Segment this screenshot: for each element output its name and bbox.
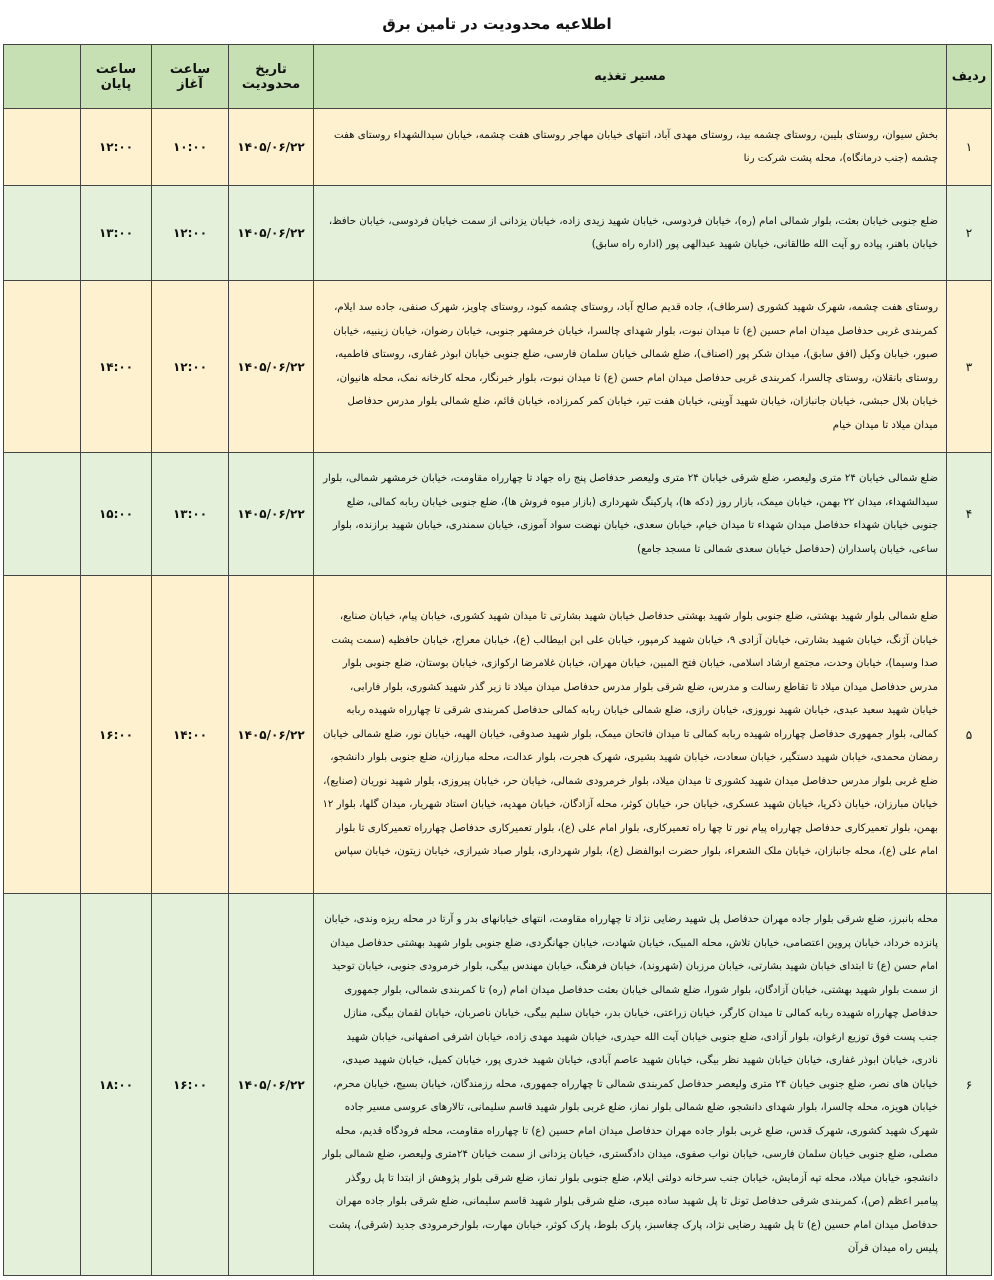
route-cell: ضلع جنوبی خیابان بعثت، بلوار شمالی امام (ره)، خیابان فردوسی، خیابان شهید زیدی زاده، خیابان یزدانی از سمت خیابان فردوسی، خیابان حافظ، خیابان باهنر، پیاده رو آیت الله طالقانی، خیابان شهید عبدالهی پور (اداره راه سابق)	[314, 186, 947, 281]
header-date-line2: محدودیت	[241, 76, 301, 92]
end-time-cell: ۱۳:۰۰	[81, 186, 152, 281]
start-time-cell: ۱۴:۰۰	[152, 576, 229, 894]
header-row-number: ردیف	[947, 45, 992, 109]
route-cell: بخش سیوان، روستای بلیبن، روستای چشمه بید، روستای مهدی آباد، انتهای خیابان مهاجر روستای هفت چشمه، خیابان سیدالشهداء روستای هفت چشمه (جنب درمانگاه)، محله پشت شرکت رنا	[314, 109, 947, 186]
route-cell: ضلع شمالی خیابان ۲۴ متری ولیعصر، ضلع شرقی خیابان ۲۴ متری ولیعصر حدفاصل پنج راه جهاد تا چهارراه مقاومت، خیابان خرمشهر شمالی، بلوار سیدالشهداء، میدان ۲۲ بهمن، خیابان میمک، بازار روز (دکه ها)، پارکینگ شهرداری (بازار میوه فروش ها)، ضلع جنوبی خیابان ربابه کمالی، ضلع جنوبی خیابان شهداء حدفاصل میدان شهداء تا میدان خیام، خیابان سعدی، خیابان نهضت سواد آموزی، خیابان سمندری، خیابان شهید برازنده، بلوار ساعی، خیابان پاسداران (حدفاصل خیابان سعدی شمالی تا مسجد جامع)	[314, 453, 947, 576]
row-number: ۱	[947, 109, 992, 186]
start-time-cell: ۱۰:۰۰	[152, 109, 229, 186]
table-row	[4, 894, 992, 1276]
header-end-line2: پایان	[100, 76, 132, 92]
spacer-cell	[4, 109, 81, 186]
table-header-row	[4, 45, 992, 109]
header-end-time	[81, 45, 152, 109]
header-date-line1: تاریخ	[255, 61, 287, 77]
table-row	[4, 281, 992, 453]
table-row	[4, 453, 992, 576]
date-cell: ۱۴۰۵/۰۶/۲۲	[229, 186, 314, 281]
date-cell: ۱۴۰۵/۰۶/۲۲	[229, 281, 314, 453]
header-date	[229, 45, 314, 109]
date-cell: ۱۴۰۵/۰۶/۲۲	[229, 453, 314, 576]
table-row	[4, 186, 992, 281]
end-time-cell: ۱۶:۰۰	[81, 576, 152, 894]
spacer-cell	[4, 453, 81, 576]
header-start-time	[152, 45, 229, 109]
header-end-line1: ساعت	[95, 61, 137, 77]
row-number: ۵	[947, 576, 992, 894]
start-time-cell: ۱۳:۰۰	[152, 453, 229, 576]
spacer-cell	[4, 576, 81, 894]
end-time-cell: ۱۸:۰۰	[81, 894, 152, 1276]
route-cell: محله بانبرز، ضلع شرقی بلوار جاده مهران حدفاصل پل شهید رضایی نژاد تا چهارراه مقاومت، انتهای خیابانهای بدر و آرتا در محله ریزه وندی، خیابان پانزده خرداد، خیابان پروین اعتصامی، خیابان تلاش، محله المبیک، خیابان شهادت، خیابان جهانگردی، ضلع جنوبی بلوار شهید بهشتی حدفاصل میدان امام حسن (ع) تا ابتدای خیابان شهید بشارتی، خیابان مرزبان (شهروند)، خیابان فرهنگ، خیابان مهندس بیگی، بلوار خرمرودی جنوبی، خیابان توحید از سمت بلوار شهید بهشتی، خیابان آزادگان، بلوار شورا، ضلع شمالی خیابان بعثت حدفاصل میدان امام (ره) تا کمربندی شمالی، بلوار جمهوری حدفاصل چهارراه شهیده ربابه کمالی تا میدان کارگر، خیابان زراعتی، خیابان بدر، خیابان سلیم بیگی، خیابان ناصربان، خیابان لقمان بیگی، منازل جنب پست فوق توزیع ارغوان، بلوار آزادی، ضلع جنوبی خیابان آیت الله حیدری، خیابان شهید مهدی زاده، خیابان اشرفی اصفهانی، خیابان شهید نادری، خیابان ابوذر غفاری، خیابان خیابان شهید نظر بیگی، خیابان شهید عاصم آبادی، خیابان شهید خدری پور، خیابان کمیل، خیابان شهید صیدی، خیابان های نصر، ضلع جنوبی خیابان ۲۴ متری ولیعصر حدفاصل کمربندی شمالی تا چهارراه جمهوری، محله رزمندگان، خیابان بسیج، خیابان محرم، خیابان هویزه، محله چالسرا، بلوار شهدای دانشجو، ضلع شمالی بلوار نماز، ضلع غربی بلوار شهید قاسم سلیمانی، تالارهای عروسی مسیر جاده شهرک شهید کشوری، شهرک قدس، ضلع غربی بلوار جاده مهران حدفاصل میدان امام حسین (ع) تا چهارراه مقاومت، محله فرودگاه قدیم، محله مصلی، ضلع جنوبی خیابان سلمان فارسی، خیابان نواب صفوی، میدان دادگستری، خیابان یزدانی از سمت خیابان ۲۴متری ولیعصر، ضلع شمالی بلوار دانشجو، خیابان میلاد، محله تپه آزمایش، خیابان جنب سرخانه دولتی ایلام، ضلع جنوبی بلوار نماز، ضلع شرقی بلوار پژوهش از ابتدا تا پل روگذر پیامبر اعظم (ص)، کمربندی شرقی حدفاصل تونل تا پل شهید ساده میری، ضلع شرقی بلوار شهید قاسم سلیمانی، ضلع شرقی بلوار جاده مهران حدفاصل میدان امام حسین (ع) تا پل شهید رضایی نژاد، پارک چغاسبز، پارک بلوط، پارک کوثر، خیابان مهارت، بلوارخرمرودی جدید (شرقی)، پشت پلیس راه میدان قرآن	[314, 894, 947, 1276]
start-time-cell: ۱۶:۰۰	[152, 894, 229, 1276]
header-spacer	[4, 45, 81, 109]
header-route: مسیر تغذیه	[314, 45, 947, 109]
row-number: ۳	[947, 281, 992, 453]
table-row	[4, 109, 992, 186]
spacer-cell	[4, 281, 81, 453]
route-cell: ضلع شمالی بلوار شهید بهشتی، ضلع جنوبی بلوار شهید بهشتی حدفاصل خیابان شهید بشارتی تا میدان شهید کشوری، خیابان پیام، خیابان صنایع، خیابان آژنگ، خیابان شهید بشارتی، خیابان آزادی ۹، خیابان شهید کرمپور، خیابان علی ابن ابیطالب (ع)، خیابان معراج، خیابان حافظیه (سمت پشت صدا وسیما)، خیابان وحدت، مجتمع ارشاد اسلامی، خیابان فتح المبین، خیابان مهران، خیابان غلامرضا ارکوازی، خیابان بوستان، ضلع جنوبی بلوار مدرس حدفاصل میدان میلاد تا تقاطع رسالت و مدرس، ضلع شرقی بلوار مدرس حدفاصل میدان میلاد تا زیر گذر شهید کشوری، بلوار فارابی، خیابان شهید سعید عبدی، خیابان شهید نوروزی، خیابان رازی، ضلع شمالی خیابان ربابه کمالی حدفاصل کمربندی شرقی تا چهارراه شهیده ربابه کمالی، بلوار جمهوری حدفاصل چهارراه شهیده ربابه کمالی تا میدان فاتحان میمک، بلوار شهید صدوقی، خیابان الهیه، خیابان نور، ضلع شمالی خیابان رمضان محمدی، خیابان شهید دستگیر، خیابان سعادت، خیابان شهید بشیری، شهرک هجرت، بلوار عدالت، محله مبارزان، ضلع جنوبی بلوار دانشجو، ضلع غربی بلوار مدرس حدفاصل میدان شهید کشوری تا میدان میلاد، بلوار خرمرودی شمالی، خیابان حر، خیابان پیروزی، بلوار شهید نوریان (صنایع)، خیابان مبارزان، خیابان ذکریا، خیابان شهید عسکری، خیابان حر، خیابان کوثر، محله آزادگان، خیابان مهدیه، خیابان استاد شهریار، میدان گلها، بلوار ۱۲ بهمن، بلوار تعمیرکاری حدفاصل چهارراه پیام نور تا چها راه تعمیرکاری، بلوار امام علی (ع)، بلوار تعمیرکاری حدفاصل چهارراه تعمیرکاری تا بلوار امام علی (ع)، محله جانبازان، خیابان ملک الشعراء، بلوار حضرت ابوالفضل (ع)، بلوار شهرداری، بلوار صباد شیرازی، خیابان زیتون، خیابان سپاس	[314, 576, 947, 894]
date-cell: ۱۴۰۵/۰۶/۲۲	[229, 576, 314, 894]
spacer-cell	[4, 894, 81, 1276]
header-start-line1: ساعت	[169, 61, 211, 77]
page-title: اطلاعیه محدودیت در تامین برق	[382, 15, 612, 33]
start-time-cell: ۱۲:۰۰	[152, 281, 229, 453]
row-number: ۴	[947, 453, 992, 576]
table-row	[4, 576, 992, 894]
date-cell: ۱۴۰۵/۰۶/۲۲	[229, 894, 314, 1276]
date-cell: ۱۴۰۵/۰۶/۲۲	[229, 109, 314, 186]
end-time-cell: ۱۵:۰۰	[81, 453, 152, 576]
spacer-cell	[4, 186, 81, 281]
end-time-cell: ۱۲:۰۰	[81, 109, 152, 186]
start-time-cell: ۱۲:۰۰	[152, 186, 229, 281]
route-cell: روستای هفت چشمه، شهرک شهید کشوری (سرطاف)، جاده قدیم صالح آباد، روستای چشمه کبود، روستای چاویز، شهرک صنفی، جاده سد ایلام، کمربندی غربی حدفاصل میدان امام حسین (ع) تا میدان نبوت، بلوار شهدای چالسرا، خیابان خرمشهر جنوبی، خیابان رضوان، خیابان زینبیه، خیابان صبور، خیابان وکیل (افق سابق)، میدان شکر پور (اصناف)، ضلع شمالی خیابان سلمان فارسی، ضلع جنوبی خیابان ابوذر غفاری، روستای فاطمیه، روستای بانقلان، روستای چالسرا، کمربندی غربی حدفاصل میدان امام حسن (ع) تا میدان نبوت، بلوار خبرنگار، محله کارخانه نمک، محله هانیوان، خیابان بلال حبشی، خیابان جانبازان، خیابان شهید آوینی، خیابان هفت تیر، خیابان کمر کمرزاده، خیابان قائم، ضلع شمالی بلوار مدرس حدفاصل میدان میلاد تا میدان خیام	[314, 281, 947, 453]
row-number: ۲	[947, 186, 992, 281]
row-number: ۶	[947, 894, 992, 1276]
outage-table	[3, 44, 992, 1276]
header-start-line2: آغاز	[177, 76, 203, 92]
end-time-cell: ۱۴:۰۰	[81, 281, 152, 453]
